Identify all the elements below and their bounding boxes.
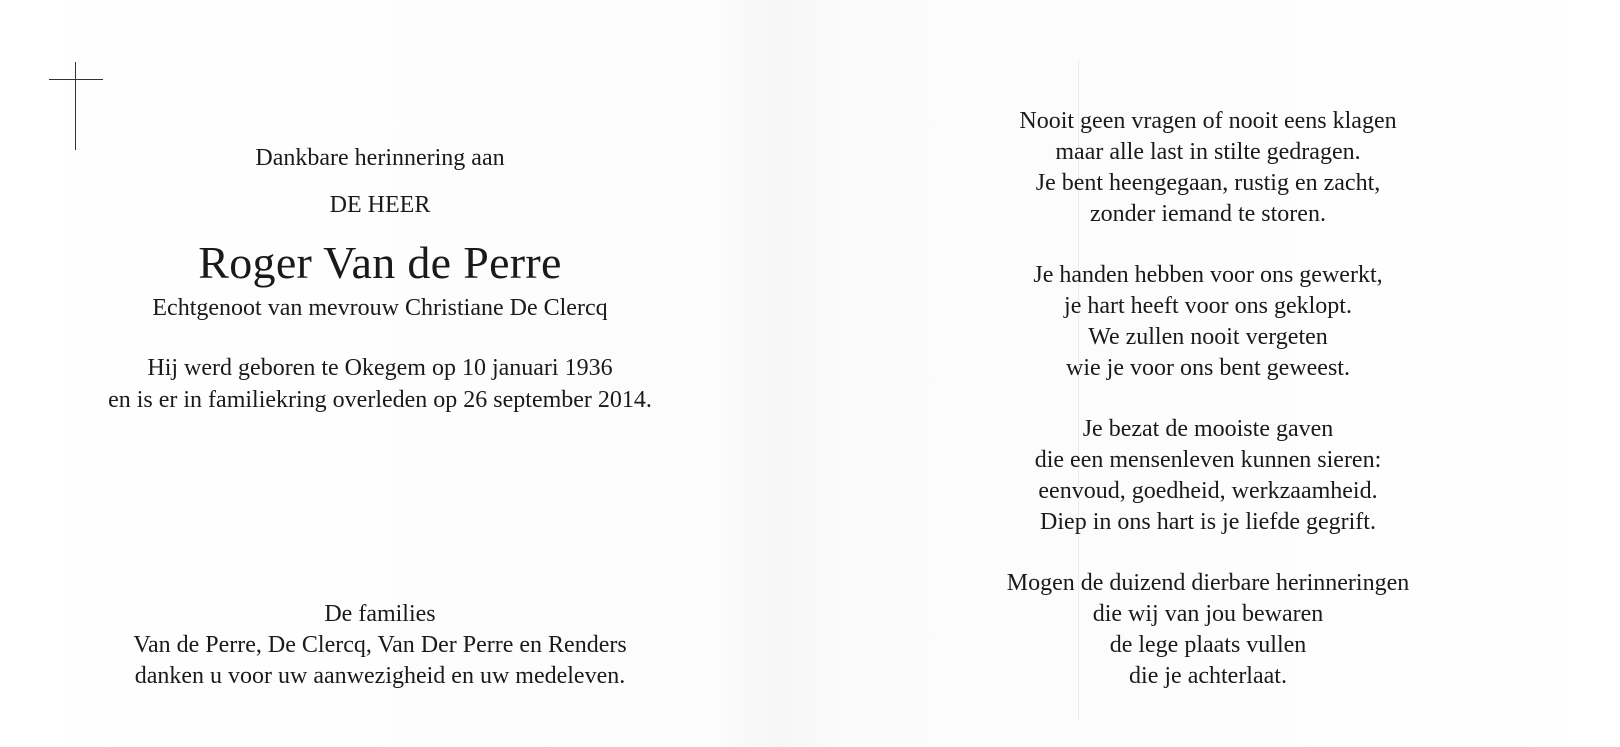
poem-line: eenvoud, goedheid, werkzaamheid. (1038, 478, 1378, 504)
poem-line: maar alle last in stilte gedragen. (1055, 139, 1361, 165)
families-heading: De families (324, 601, 436, 627)
poem-line: die je achterlaat. (1129, 663, 1287, 689)
poem-line: de lege plaats vullen (1109, 632, 1307, 658)
poem-line: die een mensenleven kunnen sieren: (1034, 447, 1382, 473)
thanks-text: danken u voor uw aanwezigheid en uw medeleven. (134, 663, 626, 689)
poem-line: Je bezat de mooiste gaven (1082, 416, 1334, 442)
title-text: DE HEER (329, 192, 431, 218)
poem-line: We zullen nooit vergeten (1088, 324, 1328, 350)
cross-icon (46, 62, 106, 152)
intro-text: Dankbare herinnering aan (255, 145, 505, 171)
poem-line: Mogen de duizend dierbare herinneringen (1006, 570, 1410, 596)
birth-text: Hij werd geboren te Okegem op 10 januari 1936 (147, 355, 613, 381)
poem-line: Je handen hebben voor ons gewerkt, (1033, 262, 1383, 288)
poem-line: Nooit geen vragen of nooit eens klagen (1019, 108, 1397, 134)
poem-line: wie je voor ons bent geweest. (1066, 355, 1350, 381)
spouse-text: Echtgenoot van mevrouw Christiane De Clercq (152, 295, 608, 321)
poem-line: die wij van jou bewaren (1092, 601, 1324, 627)
families-names: Van de Perre, De Clercq, Van Der Perre en Renders (133, 632, 627, 658)
death-text: en is er in familiekring overleden op 26 september 2014. (108, 387, 652, 413)
deceased-name: Roger Van de Perre (198, 237, 562, 288)
poem-line: je hart heeft voor ons geklopt. (1064, 293, 1352, 319)
poem-line: Je bent heengegaan, rustig en zacht, (1035, 170, 1381, 196)
poem-line: Diep in ons hart is je liefde gegrift. (1040, 509, 1376, 535)
poem-line: zonder iemand te storen. (1090, 201, 1326, 227)
